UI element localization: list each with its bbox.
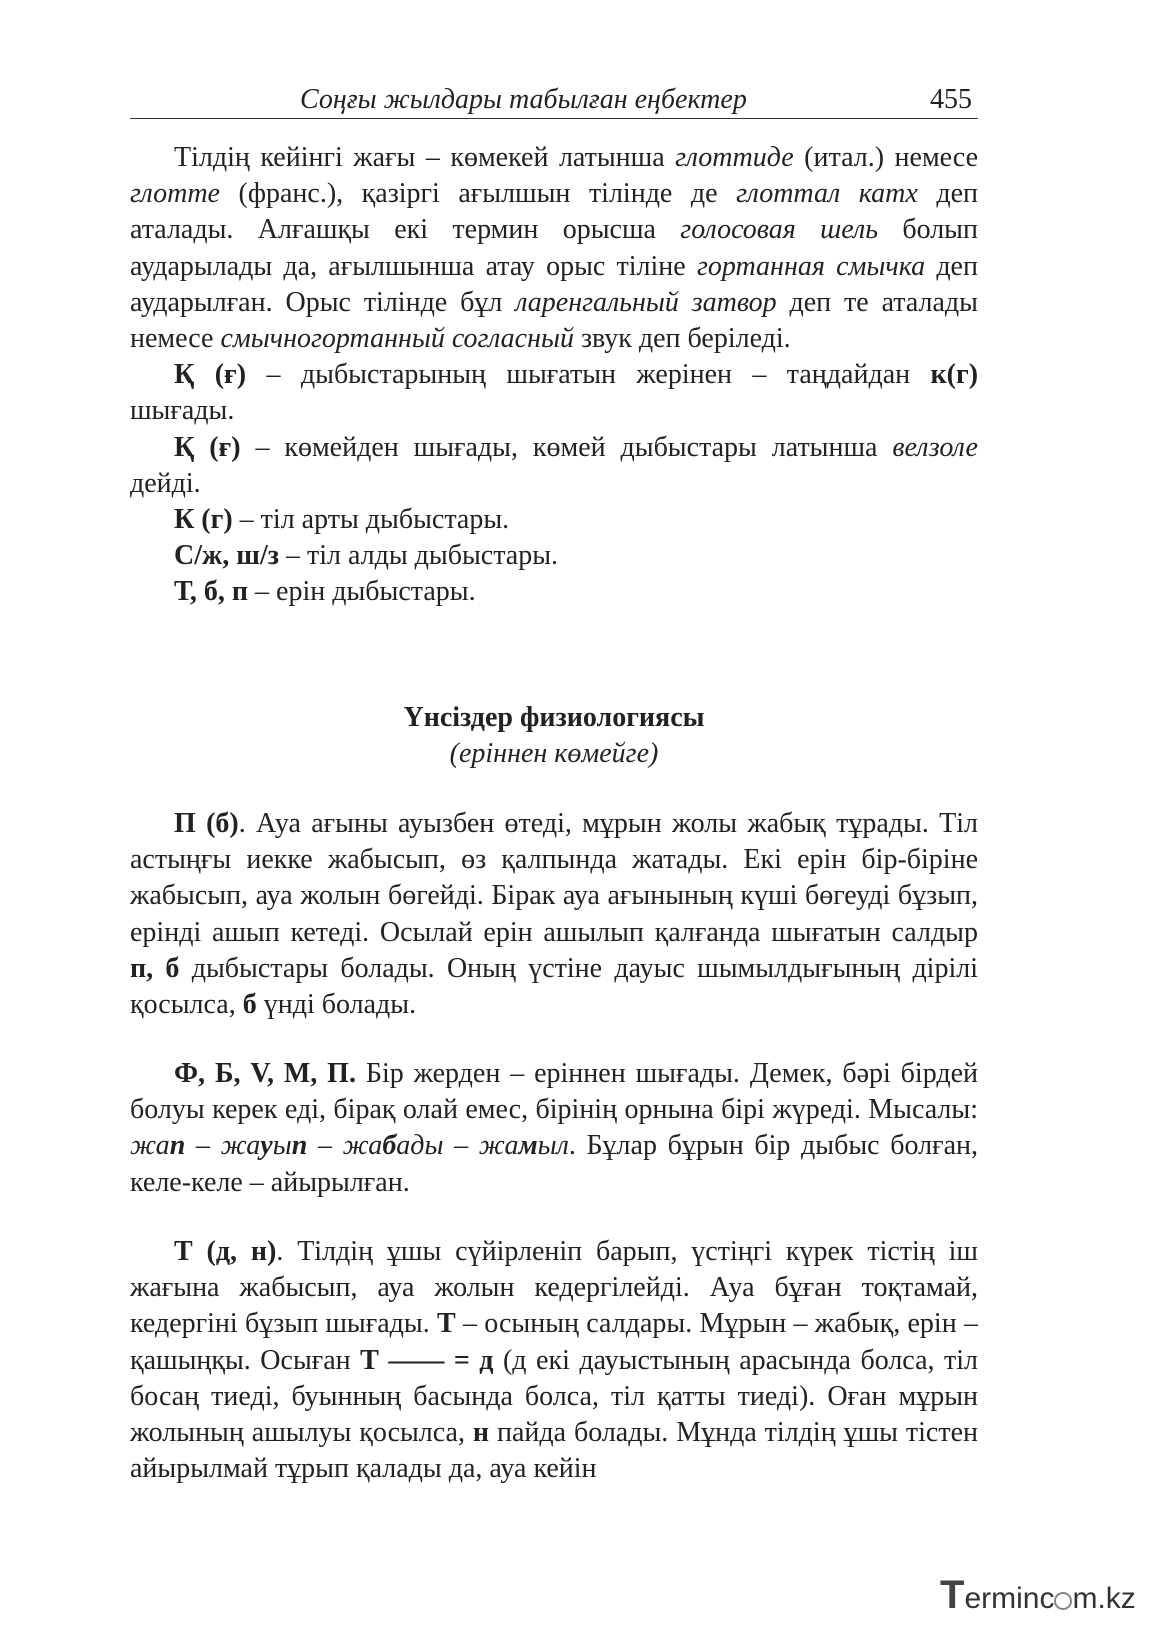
section-heading: Үнсіздер физиологиясы [403, 702, 705, 733]
text-run: . Бұлар бұрын бір дыбыс болған, келе-келе – айырылған. [130, 1130, 979, 1198]
italic-term: голосовая шель [680, 214, 878, 246]
text-run: Бір жерден – еріннен шығады. Демек, бәрі бірдей болуы керек еді, бірақ олай емес, бірінің орнына бірі жүреді. Мысалы: [130, 1058, 978, 1126]
bold-term: Қ (ғ) [174, 431, 241, 463]
bold-term: Т (д, н) [174, 1236, 277, 1267]
bold-letter: у [260, 1130, 273, 1162]
running-header-title: Соңғы жылдары табылған еңбектер [300, 84, 747, 115]
paragraph-glottal [130, 140, 978, 357]
bold-term: С/ж, ш/з [174, 540, 279, 572]
text-run: Тілдің кейінгі жағы – көмекей латынша [174, 142, 676, 173]
text-run: деп те аталады немесе [130, 286, 978, 355]
text-run: – тіл арты дыбыстары. [232, 504, 510, 536]
text-run: ы [272, 1130, 292, 1162]
bold-letter: м [518, 1130, 538, 1162]
text-run: – жа [307, 1130, 383, 1162]
page-number: 455 [930, 84, 972, 115]
text-run: шығады. [130, 395, 235, 427]
bold-term: К (г) [174, 504, 233, 536]
bold-term: П (б) [174, 808, 239, 839]
text-run: ыл [537, 1130, 569, 1162]
text-run: дыбыстары болады. Оның үстіне дауыс шымылдығының дірілі қосылса, [130, 952, 978, 1021]
italic-term: гортанная смычка [696, 250, 926, 282]
italic-term: велзоле [892, 431, 978, 463]
bold-term: Т, б, п [174, 576, 249, 608]
italic-term: глоттал катх [736, 178, 918, 210]
text-block-labials [130, 1056, 978, 1201]
text-block-t-d-n [130, 1234, 978, 1487]
running-header [130, 84, 978, 119]
text-run: – жа [185, 1130, 261, 1162]
italic-examples [130, 1130, 569, 1161]
paragraph-t-d-n [130, 1234, 978, 1487]
section-subheading: (еріннен көмейге) [449, 738, 659, 769]
italic-term: глотте [130, 178, 220, 210]
text-run: деп аталады. Алғашқы екі термин орысша [130, 178, 978, 246]
bold-term: н [472, 1417, 490, 1449]
text-run: болып аударылады да, ағылшынша атау орыс тіліне [130, 214, 978, 282]
text-run: . Ауа ағыны ауызбен өтеді, мұрын жолы жабық тұрады. Тіл астыңғы иекке жабысып, өз қалпында жатады. Екі ерін бір-біріне жабысып, ауа жолын бөгейді. Бірак ауа ағынының күші бөгеуді бұзып, ерінді ашып кетеді. Осылай ерін ашылып қалғанда шығатын салдыр [130, 808, 978, 948]
text-run: – тіл алды дыбыстары. [278, 540, 559, 572]
paragraph-q-gh-velar [130, 430, 978, 502]
text-block-1 [130, 140, 978, 611]
text-block-p-b [130, 806, 978, 1023]
bold-term: к(г) [930, 359, 979, 391]
bold-term: Қ (ғ) [174, 359, 247, 391]
paragraph-p-b [130, 806, 978, 1023]
paragraph-q-gh [130, 357, 978, 429]
bold-term: п, б [130, 952, 180, 984]
magnifier-icon [1054, 1592, 1072, 1610]
text-run: – осының салдары. Мұрын – жабық, ерін – қашыңқы. Осыған [130, 1308, 978, 1376]
paragraph-s-zh [130, 538, 978, 574]
section-heading-block [130, 700, 978, 772]
bold-term: б [242, 989, 257, 1021]
italic-term: ларенгальный затвор [515, 286, 777, 318]
paragraph-t-b-p [130, 574, 978, 610]
text-run: звук деп беріледі. [573, 323, 791, 355]
bold-letter: п [291, 1130, 308, 1162]
text-run: – дыбыстарының шығатын жерінен – таңдайдан [246, 359, 931, 391]
bold-term: Т —— = д [360, 1344, 494, 1376]
text-run: деп аударылған. Орыс тілінде бұл [130, 250, 978, 318]
bold-letter: б [382, 1130, 397, 1162]
text-run: – көмейден шығады, көмей дыбыстары латынша [240, 431, 893, 463]
watermark-letter: T [940, 1573, 965, 1617]
text-run: . Тілдің ұшы сүйірленіп барып, үстіңгі күрек тістің іш жағына жабысып, ауа жолын кедергілейді. Ауа бұған тоқтамай, кедергіні бұзып шығады. [130, 1236, 978, 1340]
bold-term: Ф, Б, V, М, П. [174, 1058, 356, 1089]
text-run: пайда болады. Мұнда тілдің ұшы тістен айырылмай тұрып қалады да, ауа кейін [130, 1417, 978, 1485]
bold-letter: п [169, 1130, 186, 1162]
text-run: – ерін дыбыстары. [248, 576, 476, 608]
text-run: (итал.) немесе [793, 142, 979, 173]
text-run: (франс.), қазіргі ағылшын тілінде де [219, 178, 737, 210]
bold-term: Т [437, 1308, 456, 1340]
paragraph-k-g [130, 502, 978, 538]
italic-term: глоттиде [675, 142, 794, 173]
watermark-text: m.kz [1072, 1582, 1136, 1615]
watermark-logo [940, 1573, 1140, 1621]
watermark-text: erminc [964, 1582, 1055, 1615]
text-run: жа [130, 1130, 170, 1162]
italic-term: смычногортанный согласный [220, 323, 574, 355]
text-run: үнді болады. [256, 989, 417, 1021]
paragraph-labials [130, 1056, 978, 1201]
text-run: ады – жа [396, 1130, 519, 1162]
text-run: (д екі дауыстының арасында болса, тіл босаң тиеді, буынның басында болса, тіл қатты тиеді). Оған мұрын жолының ашылуы қосылса, [130, 1344, 978, 1449]
text-run: дейді. [130, 467, 201, 499]
